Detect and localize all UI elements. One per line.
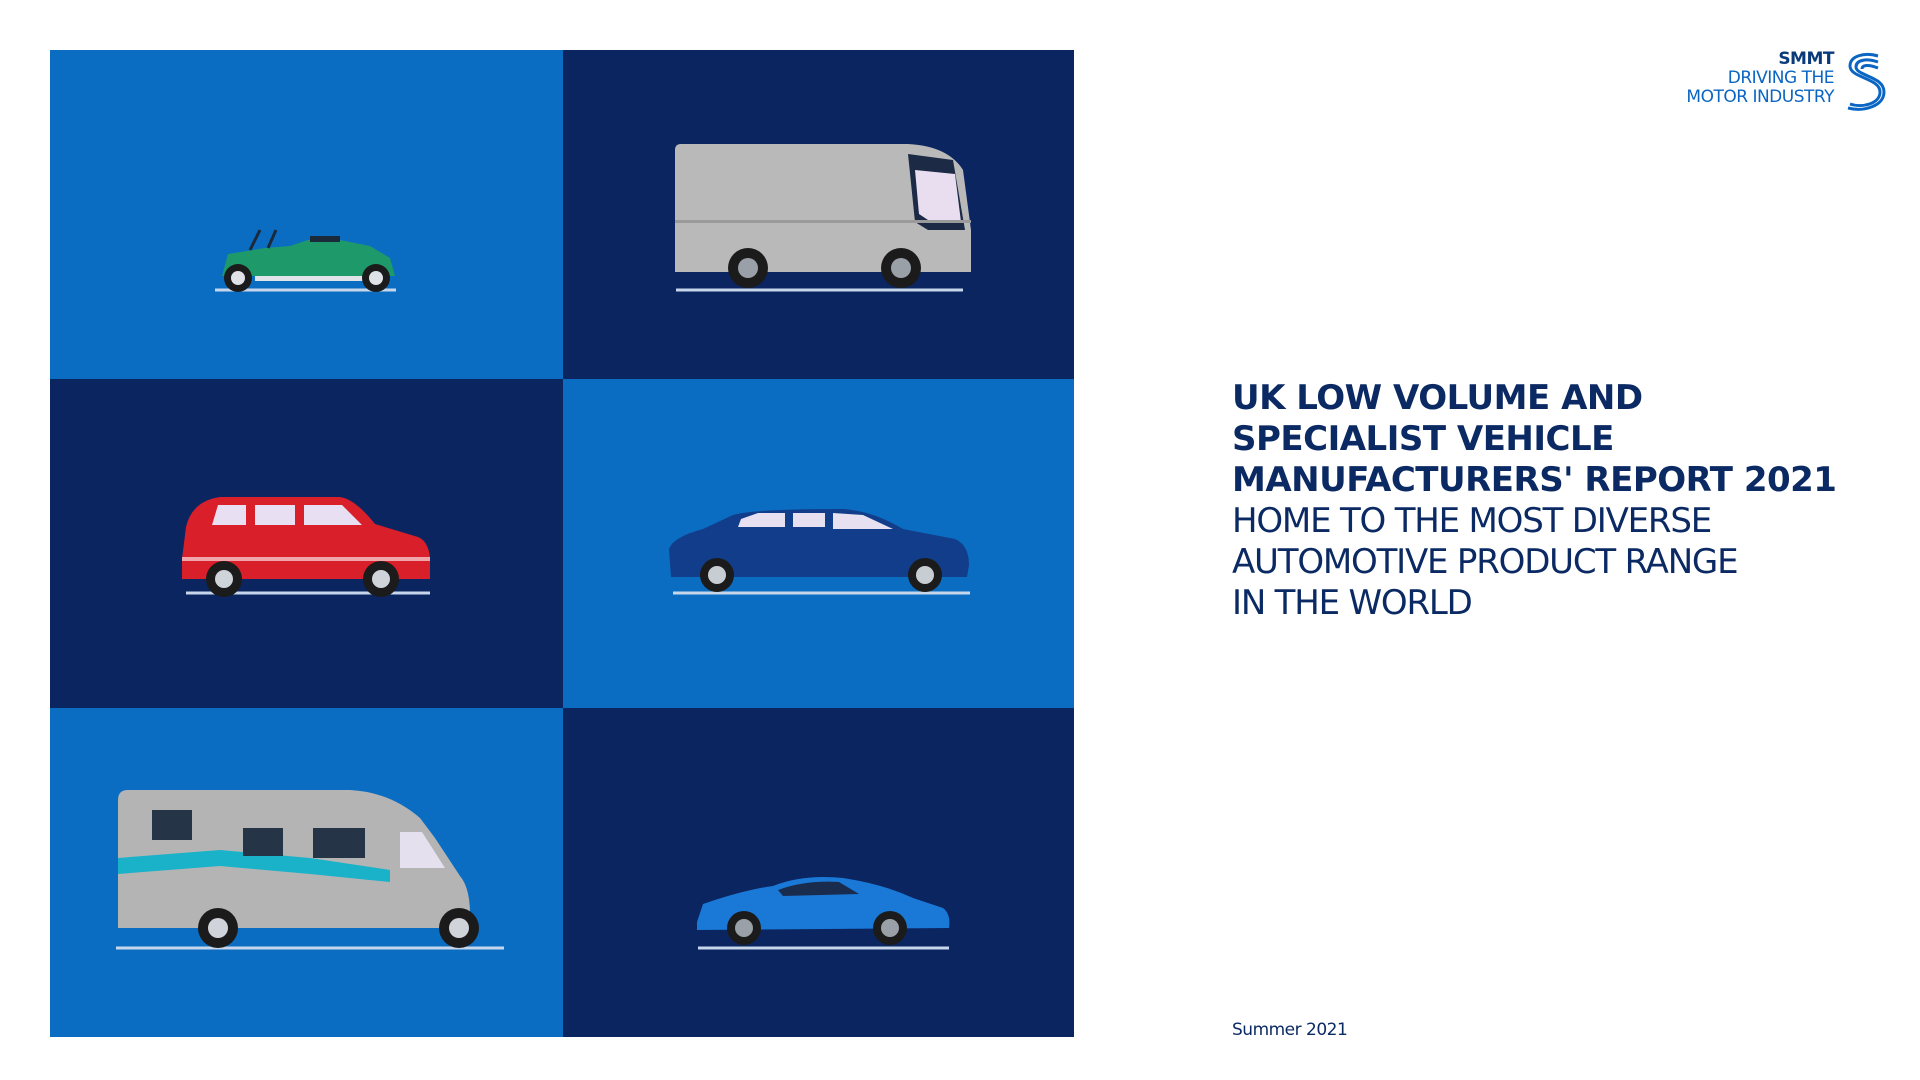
smmt-s-icon — [1844, 50, 1886, 112]
logo-brand: SMMT — [1778, 49, 1834, 69]
grid-cell-red-taxi — [50, 379, 563, 708]
grid-cell-blue-saloon — [563, 379, 1074, 708]
logo-tagline-2: MOTOR INDUSTRY — [1686, 87, 1834, 107]
report-subtitle: HOME TO THE MOST DIVERSE AUTOMOTIVE PRODUCT RANGE IN THE WORLD — [1232, 501, 1738, 623]
smmt-logo — [1686, 50, 1886, 112]
blue-supercar-icon — [563, 708, 1074, 1037]
report-title-block — [1232, 378, 1872, 624]
red-taxi-icon — [50, 379, 563, 708]
logo-text — [1686, 50, 1834, 107]
report-date: Summer 2021 — [1232, 1020, 1348, 1040]
grid-cell-green-sports-car — [50, 50, 563, 379]
logo-tagline-1: DRIVING THE — [1727, 68, 1834, 88]
grid-cell-blue-supercar — [563, 708, 1074, 1037]
grey-van-icon — [563, 50, 1074, 379]
vehicle-grid — [50, 50, 1074, 1037]
green-sports-car-icon — [50, 50, 563, 379]
grid-cell-motorhome — [50, 708, 563, 1037]
blue-saloon-icon — [563, 379, 1074, 708]
grid-cell-grey-van — [563, 50, 1074, 379]
motorhome-icon — [50, 708, 563, 1037]
report-title: UK LOW VOLUME AND SPECIALIST VEHICLE MANUFACTURERS' REPORT 2021 — [1232, 378, 1837, 500]
